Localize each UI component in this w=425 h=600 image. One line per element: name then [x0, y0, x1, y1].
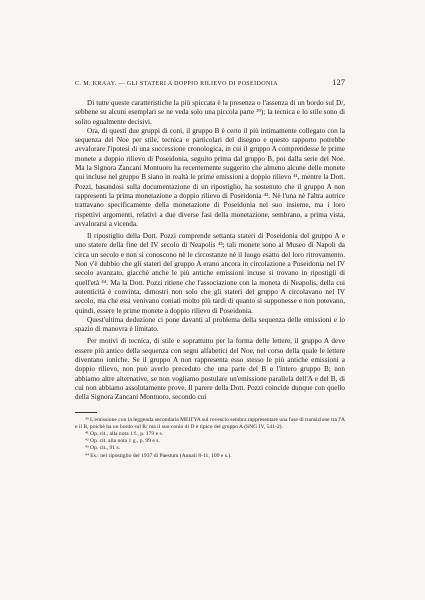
paragraph-3: Il ripostiglio della Dott. Pozzi comprende settanta stateri di Poseidonia del gruppo A e uno statere della fine del IV secolo di Neapolis ⁴³; tali monete sono al Museo di Napoli da circa un secolo e non si conoscono nè le circostanze nè il luogo esatto del loro ritrovamento. Non v'è dubbio che gli stateri del gruppo A erano ancora in circolazione a Poseidonia nel IV secolo avanzato, giacchè anche le più antiche emissioni incuse si trovano in ripostigli di quell'età ⁴⁴. Ma la Dott. Pozzi ritiene che l'associazione con la moneta di Neapolis, della cui autenticità è convinta, dimostri non solo che gli stateri del gruppo A circolavano nel IV secolo, ma che essi venivano coniati molto più tardi di quanto si supponesse e non potevano, quindi, essere le prime monete a doppio rilievo di Poseidonia.: [75, 232, 345, 315]
page-body: [75, 77, 345, 460]
paragraph-4: Quest'ultima deduzione ci pone davanti al problema della sequenza delle emissioni e lo spazio di manovra è limitato.: [75, 315, 345, 334]
footnote-39: ³⁹ L'emissione con la leggenda secondaria ΜΕΙΓΥΑ sul rovescio sembra rappresentare una fase di transizione tra l'A e il B, poichè ha un bordo sul R/ ma il suo conio di D è tipico del gruppo A (SNG IV, 541-2).: [75, 416, 345, 430]
footnote-42: ⁴² Op. cit. alla nota 1 g., p. 99 e s.: [85, 438, 160, 445]
footnote-44: ⁴⁴ Es.: nel ripostiglio del 1937 di Paestum (Annali 8-11, 109 e s.).: [85, 452, 232, 459]
paragraph-5: Per motivi di tecnica, di stile e soprattutto per la forma delle lettere, il gruppo A deve essere più antico della sequenza con segni alfabetici del Noe, nel corso della quale le lettere diventano ioniche. Se il gruppo A non rappresenta esso stesso le più antiche emissioni a doppio rilievo, non può averlo preceduto che una parte del B o l'intero gruppo B; non abbiamo altre alternative, se non vogliamo postulare un'emissione parallela dell'A e del B, di cui non abbiamo assolutamente prove. Il parere della Dott. Pozzi coincide dunque con quello della Signora Zancani Montuoro, secondo cui: [75, 337, 345, 402]
footnote-rule: [75, 412, 97, 413]
running-header: [75, 77, 345, 87]
paragraph-2: Ora, di questi due gruppi di coni, il gruppo B è certo il più intimamente collegato con la sequenza del Noe per stile, tecnica e particolari del disegno e questo rapporto potrebbe avvalorare l'ipotesi di una successione cronologica, in cui il gruppo A comprendesse le prime monete a doppio rilievo di Poseidonia, seguito prima dal gruppo B, poi dalla serie del Noe. Ma la Signora Zancani Montuoro ha recentemente suggerito che almeno alcune delle monete qui incluse nel gruppo B siano in realtà le prime emissioni a doppio rilievo ⁴¹, mentre la Dott. Pozzi, basandosi sulla documentazione di un ripostiglio, ha sostenuto che il gruppo A non rappresenti la prima monetazione a doppio rilievo di Poseidonia ⁴². Nè l'una nè l'altra autrice trattavano specificamente della monetazione di Poseidonia nel suo insieme, ma i loro rispettivi argomenti, relativi a due diverse fasi della monetazione, sembrano, a prima vista, avvalorarsi a vicenda.: [75, 126, 345, 228]
footnote-41: ⁴¹ Op. cit., alla nota 1 f., p. 179 e s.: [85, 430, 164, 437]
page-number: 127: [332, 77, 345, 87]
footnote-43: ⁴³ Op. cit., 91 s.: [85, 445, 121, 452]
paragraph-1: Di tutte queste caratteristiche la più spiccata è la presenza o l'assenza di un bordo sul D/, sebbene su alcuni esemplari se ne veda solo una piccola parte ³⁹); la tecnica e lo stile sono di solito egualmente decisivi.: [75, 99, 345, 126]
running-title: C. M. KRAAY. — GLI STATERI A DOPPIO RILIEVO DI POSEIDONIA: [75, 81, 278, 87]
